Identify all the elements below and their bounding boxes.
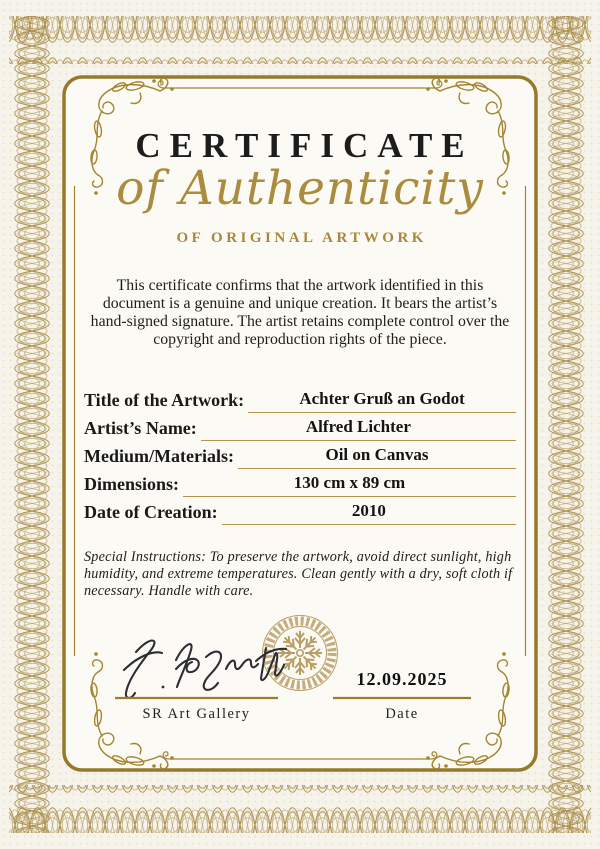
field-value: Achter Gruß an Godot	[248, 390, 516, 413]
field-row-artist	[84, 413, 516, 441]
field-row-dimensions	[84, 469, 516, 497]
field-value: Alfred Lichter	[201, 418, 516, 441]
field-value: 2010	[222, 502, 516, 525]
field-label: Dimensions:	[84, 474, 180, 494]
certificate-tagline: OF ORIGINAL ARTWORK	[176, 230, 427, 246]
field-label: Title of the Artwork:	[84, 390, 245, 410]
field-label: Artist’s Name:	[84, 418, 197, 438]
field-value: Oil on Canvas	[238, 446, 516, 469]
signature-date-value: 12.09.2025	[356, 669, 448, 689]
certificate-title: CERTIFICATE	[135, 126, 474, 165]
field-label: Medium/Materials:	[84, 446, 234, 466]
certificate-statement: This certificate confirms that the artwork identified in this document is a genuine and unique creation. It bears the artist’s hand-signed signature. The artist retains complete control over the copyright and reproduction rights of the piece.	[90, 277, 510, 349]
field-value: 130 cm x 89 cm	[183, 474, 516, 497]
field-row-medium	[84, 441, 516, 469]
field-row-title	[84, 385, 516, 413]
field-label: Date of Creation:	[84, 502, 218, 522]
signature-date-label: Date	[385, 706, 419, 722]
certificate-subtitle: of Authenticity	[116, 161, 484, 216]
artwork-fields	[84, 385, 516, 525]
field-row-date-of-creation	[84, 497, 516, 525]
special-instructions: Special Instructions: To preserve the artwork, avoid direct sunlight, high humidity, and extreme temperatures. Clean gently with a dry, soft cloth if necessary. Handle with care.	[84, 549, 513, 599]
signature-issuer-label: SR Art Gallery	[142, 706, 251, 722]
